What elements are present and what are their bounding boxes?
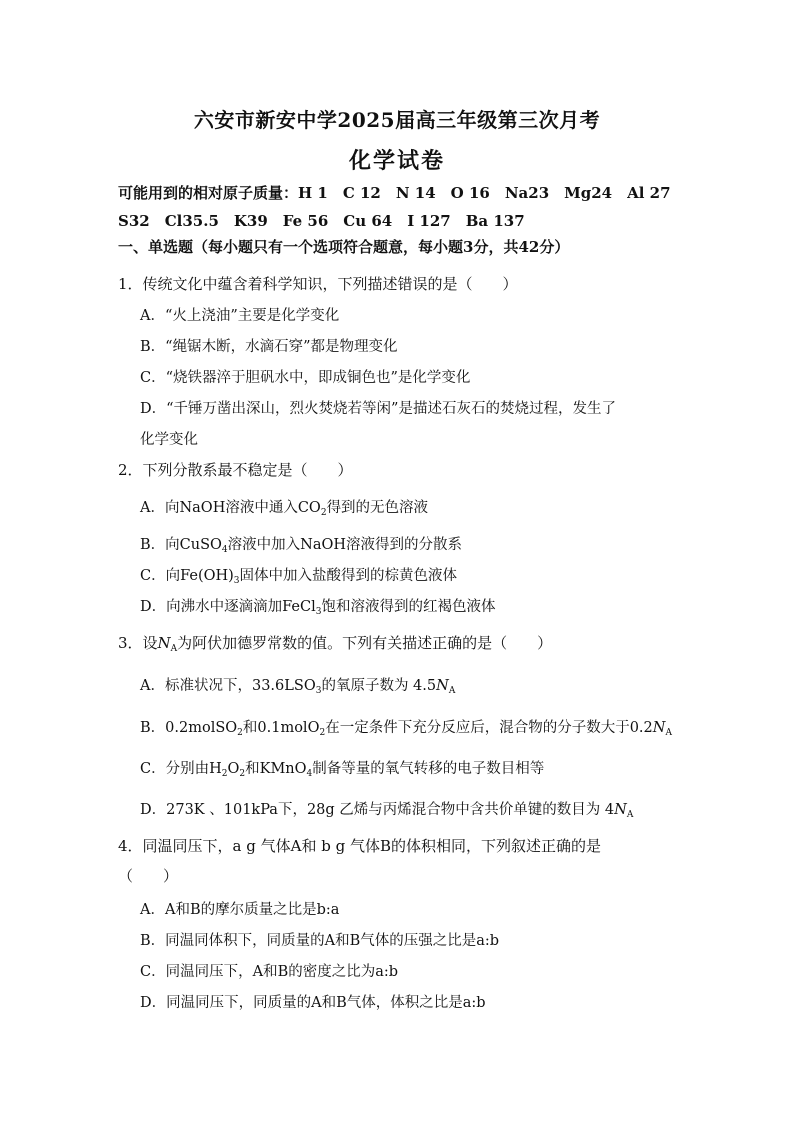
q4-option-a: A．A和B的摩尔质量之比是b:a <box>140 902 340 918</box>
q4-option-d: D．同温同压下，同质量的A和B气体，体积之比是a:b <box>140 995 486 1011</box>
q1-stem: 1．传统文化中蕴含着科学知识，下列描述错误的是（ ） <box>118 275 518 293</box>
q3-option-c: C．分别由$H_2O_2$和KMnO$_4$制备等量的氧气转移的电子数目相等 <box>140 761 545 779</box>
q4-option-b: B．同温同体积下，同质量的A和B气体的压强之比是a:b <box>140 933 500 949</box>
q2-option-a: A．向NaOH溶液中通入$CO_2$得到的无色溶液 <box>140 500 429 518</box>
q1-option-d: D．“千锤万凿出深山，烈火焚烧若等闲”是描述石灰石的焚烧过程，发生了 <box>140 401 616 417</box>
atomic-mass-line-2: S32 Cl35.5 K39 Fe 56 Cu 64 I 127 Ba 137 <box>118 212 525 230</box>
q2-stem: 2．下列分散系最不稳定是（ ） <box>118 461 353 479</box>
q4-stem: 4．同温同压下，a g 气体A和 b g 气体B的体积相同，下列叙述正确的是 <box>118 837 601 855</box>
q2-option-c: C．向$Fe(OH)_3$固体中加入盐酸得到的棕黄色液体 <box>140 568 458 586</box>
q3-option-a: A．标准状况下，$33.6LSO_3$的氧原子数为 $4.5N_A$ <box>140 678 456 696</box>
q1-option-b: B．“绳锯木断，水滴石穿”都是物理变化 <box>140 339 398 355</box>
q4-option-c: C．同温同压下，A和B的密度之比为a:b <box>140 964 399 980</box>
q2-option-d: D．向沸水中逐滴滴加FeCl$_3$饱和溶液得到的红褐色液体 <box>140 599 496 617</box>
exam-title: 六安市新安中学2025届高三年级第三次月考 <box>193 108 601 132</box>
q1-option-d-cont: 化学变化 <box>140 432 198 448</box>
q1-option-c: C．“烧铁器淬于胆矾水中，即成铜色也”是化学变化 <box>140 370 471 386</box>
q1-option-a: A．“火上浇油”主要是化学变化 <box>140 308 340 324</box>
section-heading: 一、单选题（每小题只有一个选项符合题意，每小题3分，共42分） <box>118 238 570 256</box>
q3-option-d: D．273K 、101kPa下，28g 乙烯与丙烯混合物中含共价单键的数目为 $4N_A$ <box>140 802 634 820</box>
q4-stem-cont: （ ） <box>118 867 179 885</box>
exam-subtitle: 化学试卷 <box>348 148 445 174</box>
q2-option-b: B．向CuSO$_4$溶液中加入NaOH溶液得到的分散系 <box>140 537 463 555</box>
q3-option-b: B．0.2molSO$_2$和0.1molO$_2$在一定条件下充分反应后，混合物的分子数大于$0.2N_A$ <box>140 720 672 738</box>
atomic-mass-line-1: 可能用到的相对原子质量：H 1 C 12 N 14 O 16 Na23 Mg24 Al 27 <box>118 184 671 202</box>
q3-stem: 3．设$N_A$为阿伏加德罗常数的值。下列有关描述正确的是（ ） <box>118 634 553 654</box>
